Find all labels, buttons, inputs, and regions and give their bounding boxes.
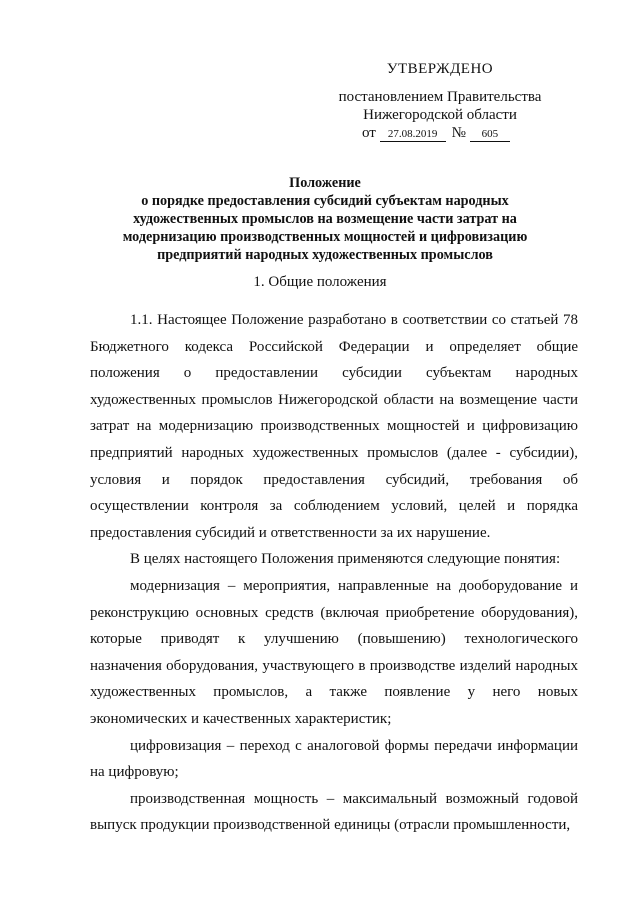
number-label: № bbox=[451, 125, 466, 141]
approval-stamp: УТВЕРЖДЕНО bbox=[386, 61, 494, 77]
title-line-4: модернизацию производственных мощностей и цифровизацию bbox=[122, 229, 528, 245]
title-line-1: Положение bbox=[289, 175, 361, 191]
body-text bbox=[90, 307, 578, 839]
document-title bbox=[90, 174, 560, 264]
approval-line-2: Нижегородской области bbox=[363, 107, 517, 123]
title-line-3: художественных промыслов на возмещение части затрат на bbox=[133, 211, 517, 227]
approval-date-line bbox=[330, 124, 550, 142]
approval-line-1: постановлением Правительства bbox=[338, 89, 542, 105]
paragraph: В целях настоящего Положения применяются следующие понятия: bbox=[130, 551, 561, 568]
approval-number: 605 bbox=[470, 127, 510, 142]
paragraph: производственная мощность – максимальный возможный годовой выпуск продукции производственной единицы (отрасли промышленности, bbox=[90, 790, 578, 834]
approval-date: 27.08.2019 bbox=[380, 127, 446, 142]
approval-block bbox=[330, 60, 550, 142]
from-label: от bbox=[362, 125, 376, 141]
title-line-2: о порядке предоставления субсидий субъектам народных bbox=[141, 193, 509, 209]
section-heading: 1. Общие положения bbox=[253, 274, 387, 290]
paragraph: цифровизация – переход с аналоговой формы передачи информации на цифровую; bbox=[90, 737, 578, 781]
title-line-5: предприятий народных художественных промыслов bbox=[157, 247, 493, 263]
paragraph: модернизация – мероприятия, направленные на дооборудование и реконструкцию основных средств (включая приобретение оборудования), которые приводят к улучшению (повышению) технологического назначения оборудования, участвующего в производстве изделий народных художественных промыслов, а также появление у него новых экономических и качественных характеристик; bbox=[90, 577, 578, 727]
paragraph: 1.1. Настоящее Положение разработано в соответствии со статьей 78 Бюджетного кодекса Российской Федерации и определяет общие положения о предоставлении субсидии субъектам народных художественных промыслов Нижегородской области на возмещение части затрат на модернизацию производственных мощностей и цифровизацию предприятий народных художественных промыслов (далее - субсидии), условия и порядок предоставления субсидий, требования об осуществлении контроля за соблюдением условий, целей и порядка предоставления субсидий и ответственности за их нарушение. bbox=[90, 312, 578, 541]
